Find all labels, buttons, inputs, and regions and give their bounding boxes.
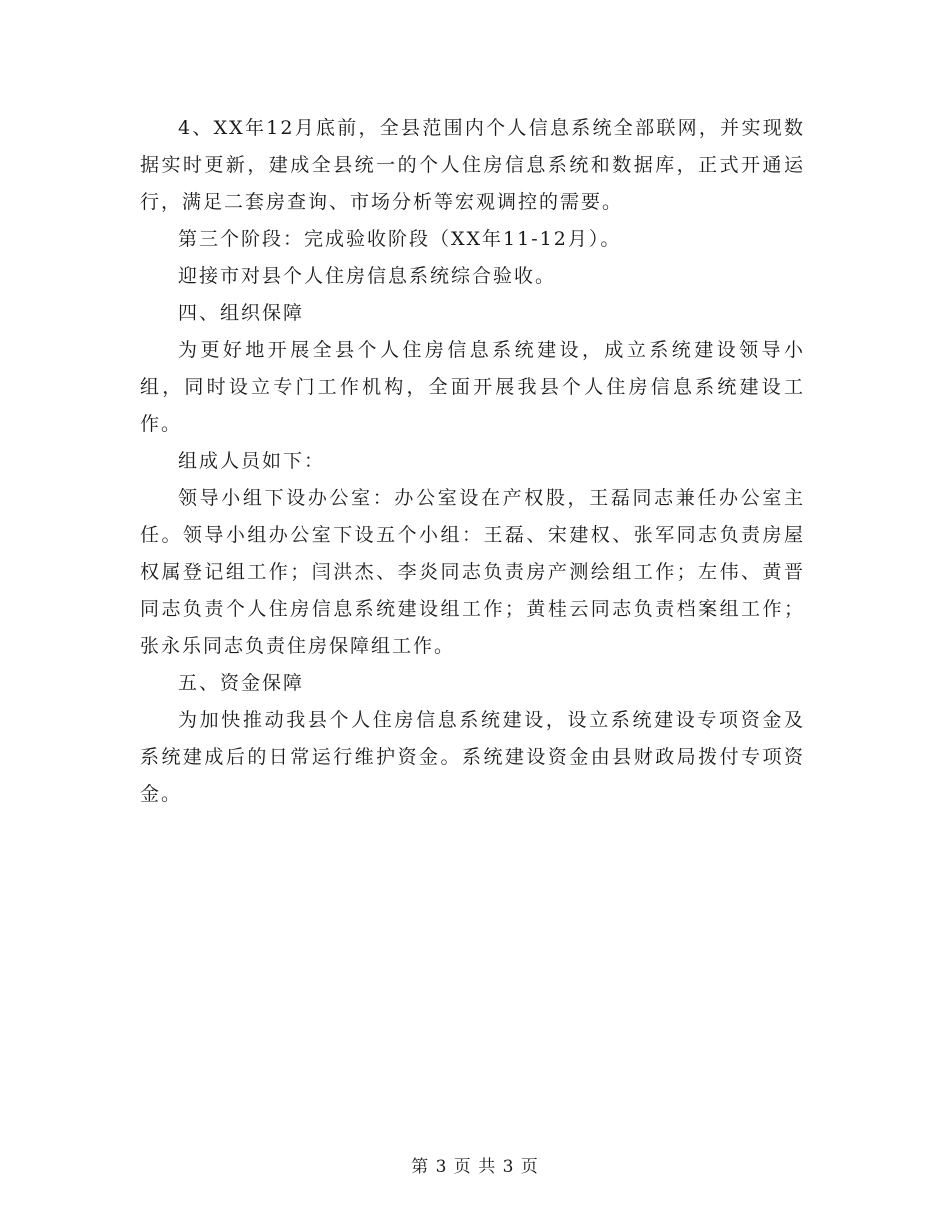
paragraph-office-groups: 领导小组下设办公室：办公室设在产权股，王磊同志兼任办公室主任。领导小组办公室下设五个小组：王磊、宋建权、张军同志负责房屋权属登记组工作；闫洪杰、李炎同志负责房产测绘组工作；左伟、黄晋同志负责个人住房信息系统建设组工作；黄桂云同志负责档案组工作；张永乐同志负责住房保障组工作。: [140, 487, 805, 657]
paragraph-acceptance: 迎接市对县个人住房信息系统综合验收。: [178, 265, 557, 287]
page-number-footer: 第 3 页 共 3 页: [411, 1157, 539, 1177]
document-body: [140, 110, 805, 813]
paragraph-phase-three: 第三个阶段：完成验收阶段（XX年11-12月）。: [178, 228, 622, 250]
paragraph-funding: 为加快推动我县个人住房信息系统建设，设立系统建设专项资金及系统建成后的日常运行维护资金。系统建设资金由县财政局拨付专项资金。: [140, 709, 805, 805]
section-heading-organization: 四、组织保障: [178, 302, 305, 324]
paragraph-leadership-group: 为更好地开展全县个人住房信息系统建设，成立系统建设领导小组，同时设立专门工作机构，全面开展我县个人住房信息系统建设工作。: [140, 339, 805, 435]
section-heading-funding: 五、资金保障: [178, 672, 305, 694]
paragraph-members-intro: 组成人员如下：: [178, 450, 326, 472]
paragraph-deadline-item-4: 4、XX年12月底前，全县范围内个人信息系统全部联网，并实现数据实时更新，建成全县统一的个人住房信息系统和数据库，正式开通运行，满足二套房查询、市场分析等宏观调控的需要。: [140, 117, 805, 213]
